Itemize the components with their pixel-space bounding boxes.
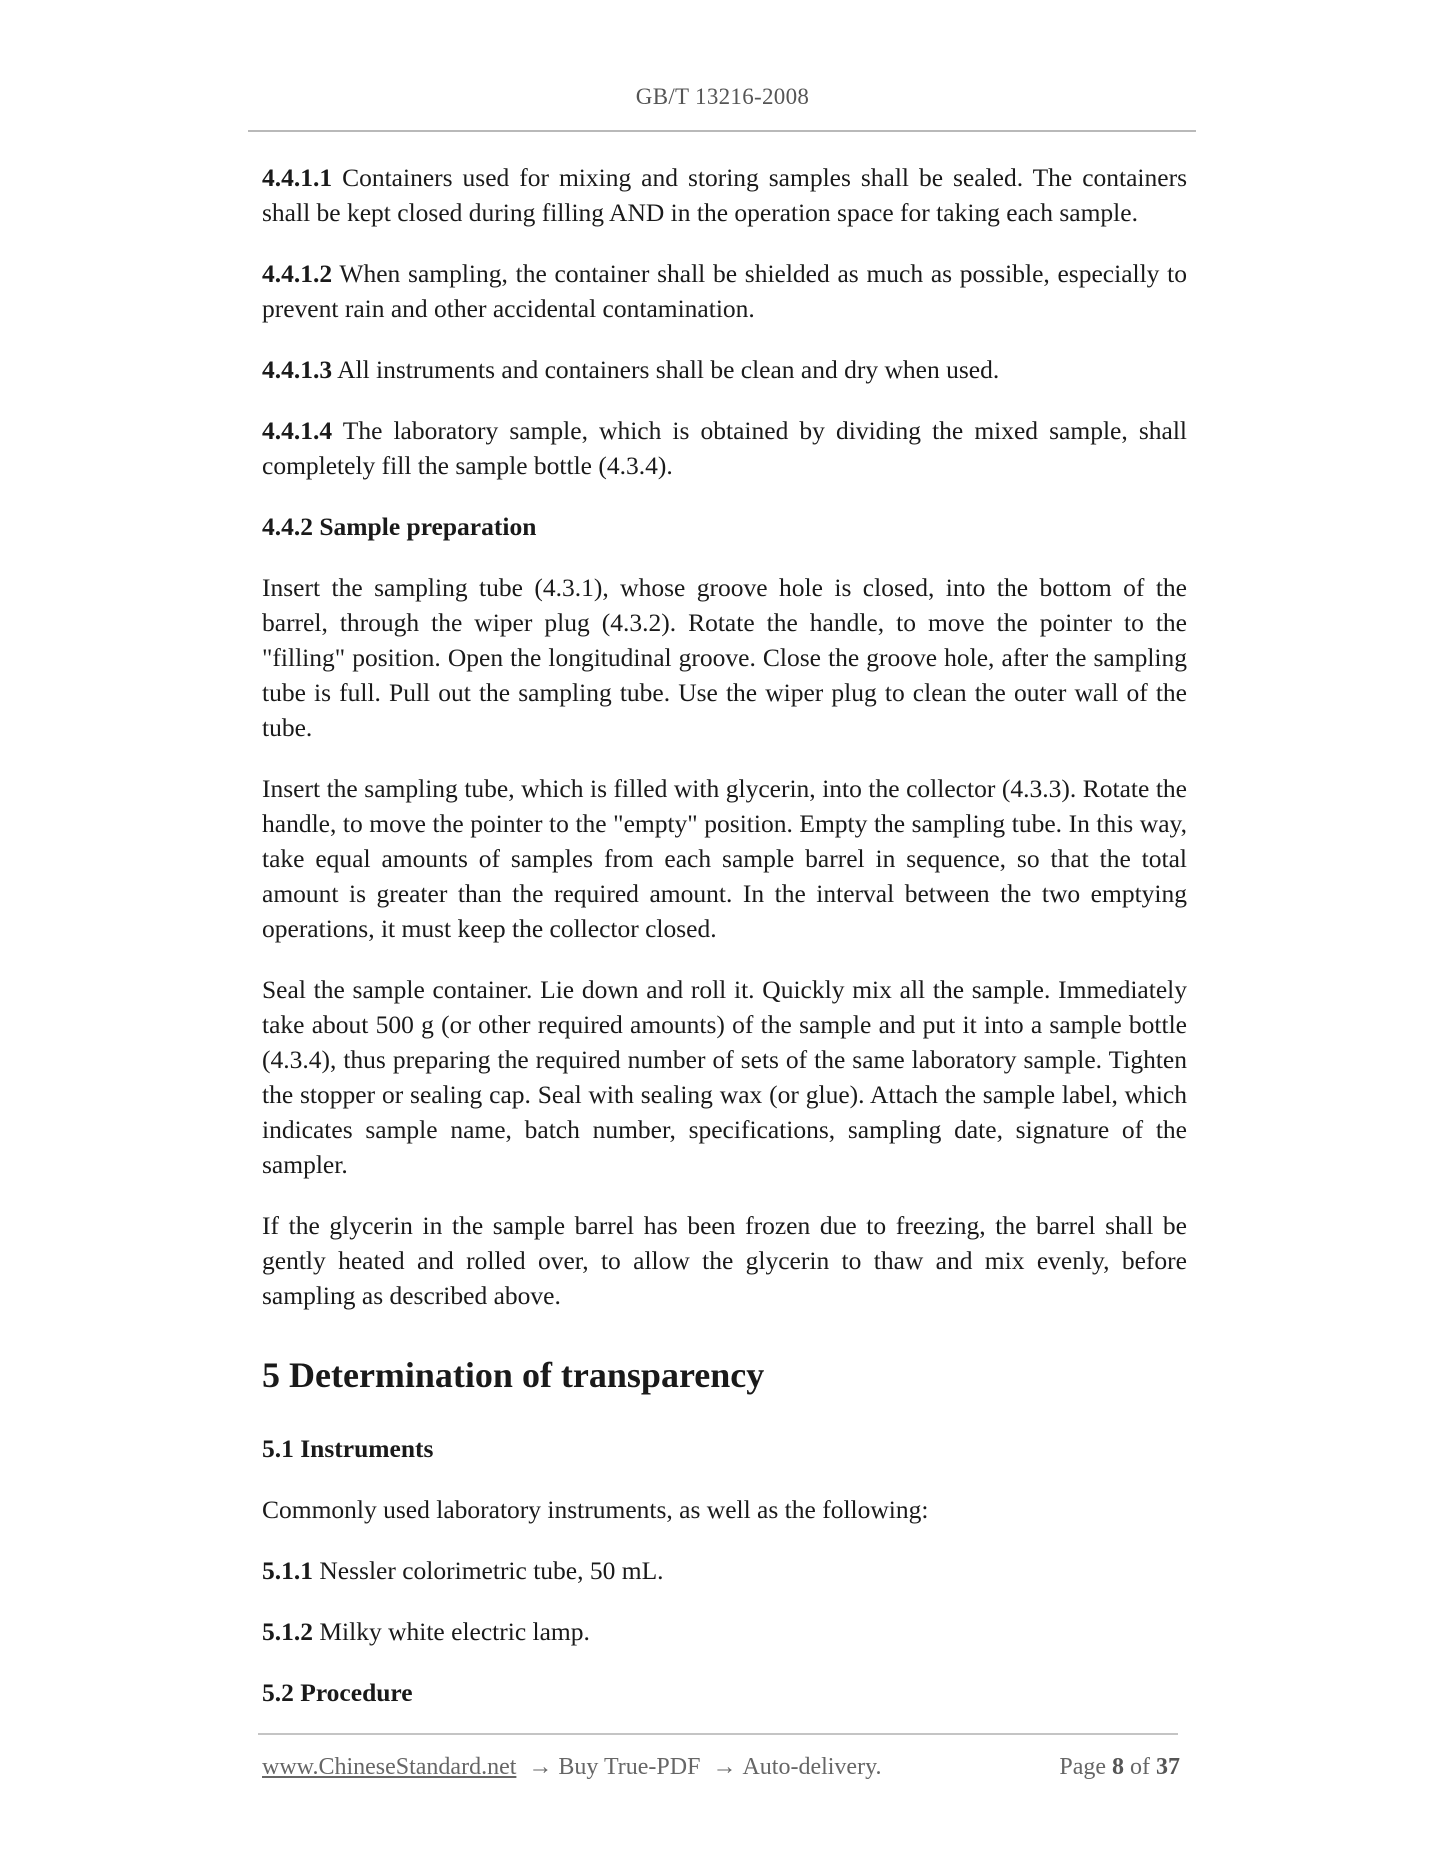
total-pages: 37 [1156, 1754, 1180, 1780]
heading-procedure: 5.2 Procedure [262, 1678, 413, 1707]
clause-4-4-1-2 [262, 256, 1187, 326]
document-code-header: GB/T 13216-2008 [635, 84, 810, 109]
paragraph-common-instruments: Commonly used laboratory instruments, as well as the following: [262, 1495, 929, 1524]
clause-text: When sampling, the container shall be shielded as much as possible, especially to prevent rain and other accidental contamination. [262, 259, 1187, 323]
paragraph-frozen-glycerin: If the glycerin in the sample barrel has been frozen due to freezing, the barrel shall be gently heated and rolled over, to allow the glycerin to thaw and mix evenly, before sampling as described above. [262, 1211, 1187, 1310]
header-divider [248, 130, 1196, 132]
current-page: 8 [1112, 1754, 1124, 1780]
clause-text: Milky white electric lamp. [319, 1617, 590, 1646]
clause-5-1-2 [262, 1614, 1187, 1649]
website-link[interactable]: www.ChineseStandard.net [262, 1754, 517, 1780]
auto-delivery-text: Auto-delivery. [742, 1754, 882, 1780]
clause-text: The laboratory sample, which is obtained by dividing the mixed sample, shall completely fill the sample bottle (4.3.4). [262, 416, 1187, 480]
clause-number: 5.1.1 [262, 1556, 313, 1585]
buy-true-pdf-text: Buy True-PDF [558, 1754, 701, 1780]
arrow-right-icon: → [712, 1754, 737, 1780]
clause-4-4-1-1 [262, 160, 1187, 230]
clause-text: All instruments and containers shall be clean and dry when used. [337, 355, 1000, 384]
clause-number: 5.1.2 [262, 1617, 313, 1646]
clause-text: Containers used for mixing and storing samples shall be sealed. The containers shall be kept closed during filling AND in the operation space for taking each sample. [262, 163, 1187, 227]
page-label: Page [1059, 1754, 1106, 1780]
clause-number: 4.4.1.1 [262, 163, 333, 192]
clause-number: 4.4.1.4 [262, 416, 333, 445]
footer-promo [262, 1754, 882, 1781]
heading-sample-preparation: 4.4.2 Sample preparation [262, 512, 537, 541]
page-footer [262, 1754, 1180, 1786]
heading-instruments: 5.1 Instruments [262, 1434, 434, 1463]
of-label: of [1130, 1754, 1150, 1780]
page-number [1059, 1754, 1180, 1781]
arrow-right-icon: → [528, 1754, 553, 1780]
footer-divider [258, 1733, 1178, 1735]
clause-4-4-1-4 [262, 413, 1187, 483]
clause-number: 4.4.1.3 [262, 355, 333, 384]
clause-5-1-1 [262, 1553, 1187, 1588]
clause-4-4-1-3 [262, 352, 1187, 387]
paragraph-seal-container: Seal the sample container. Lie down and roll it. Quickly mix all the sample. Immediately take about 500 g (or other required amounts) of the sample and put it into a sample bottle (4.3.4), thus preparing the required number of sets of the same laboratory sample. Tighten the stopper or sealing cap. Seal with sealing wax (or glue). Attach the sample label, which indicates sample name, batch number, specifications, sampling date, signature of the sampler. [262, 975, 1187, 1179]
page-body [262, 160, 1187, 1736]
clause-number: 4.4.1.2 [262, 259, 333, 288]
heading-section-5: 5 Determination of transparency [262, 1355, 765, 1395]
paragraph-insert-tube: Insert the sampling tube (4.3.1), whose groove hole is closed, into the bottom of the barrel, through the wiper plug (4.3.2). Rotate the handle, to move the pointer to the "filling" position. Open the longitudinal groove. Close the groove hole, after the sampling tube is full. Pull out the sampling tube. Use the wiper plug to clean the outer wall of the tube. [262, 573, 1187, 742]
clause-text: Nessler colorimetric tube, 50 mL. [319, 1556, 664, 1585]
paragraph-collector: Insert the sampling tube, which is filled with glycerin, into the collector (4.3.3). Rotate the handle, to move the pointer to the "empty" position. Empty the sampling tube. In this way, take equal amounts of samples from each sample barrel in sequence, so that the total amount is greater than the required amount. In the interval between the two emptying operations, it must keep the collector closed. [262, 774, 1187, 943]
